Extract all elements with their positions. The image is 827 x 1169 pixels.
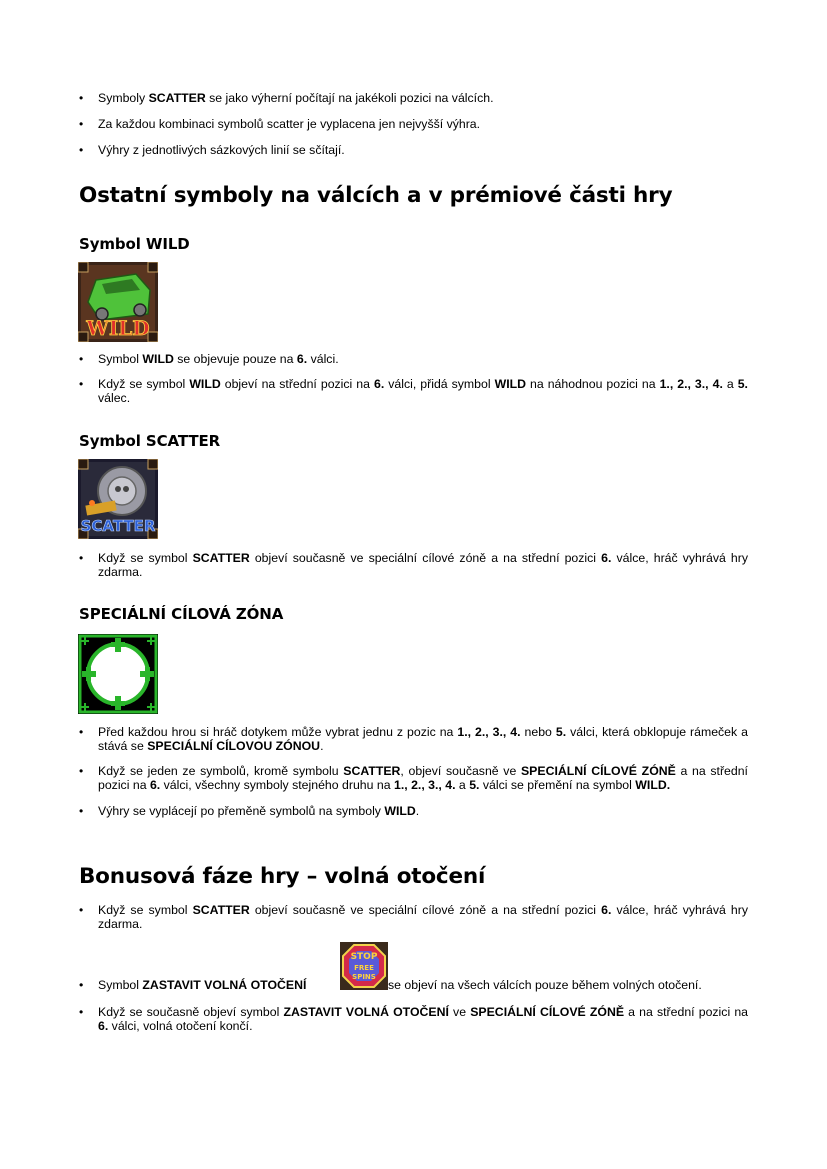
scatter-symbol-label: SCATTER xyxy=(80,517,156,535)
intro-list xyxy=(98,91,758,157)
list-item: • Výhry z jednotlivých sázkových linií se sčítají. xyxy=(98,143,758,157)
list-item: • Když se symbol WILD objeví na střední pozici na 6. válci, přidá symbol WILD na náhodnou pozici na 1., 2., 3., 4. a 5. válec. xyxy=(98,377,748,405)
target-zone-list xyxy=(98,725,748,818)
heading-symbol-wild: Symbol WILD xyxy=(79,235,190,253)
heading-symbol-scatter: Symbol SCATTER xyxy=(79,432,221,450)
list-item: • Když se symbol SCATTER objeví současně ve speciální cílové zóně a na střední pozici 6. válce, hráč vyhrává hry zdarma. xyxy=(98,903,748,931)
list-item: • Symbol WILD se objevuje pouze na 6. válci. xyxy=(98,352,748,366)
list-item: • Když se současně objeví symbol ZASTAVIT VOLNÁ OTOČENÍ ve SPECIÁLNÍ CÍLOVÉ ZÓNĚ a na střední pozici na 6. válci, volná otočení končí. xyxy=(98,1005,748,1033)
bonus-list xyxy=(98,903,748,931)
document-page: • Symboly SCATTER se jako výherní počítají na jakékoli pozici na válcích. • Za každou kombinaci symbolů scatter je vyplacena jen nejvyšší výhra. • Výhry z jednotlivých sázkových linií se sčítají. Ostatní symboly na válcích a v prémiové části hry Symbol WILD WILD • Symbol WILD se objevuje pouze na 6. válci. • Když se symbol WILD objeví na střední pozici na 6. válci, přidá symbol WILD na náhodnou pozici na 1., 2., 3., 4. a 5. válec. Symbol SCATTER SCATTER • Když se symbol SCATTER objeví současně ve speciální cílové zóně a na střední pozici 6. válce, hráč vyhrává hry zdarma. SPECIÁLNÍ CÍLOVÁ ZÓNA • Před každou hrou si hráč dotykem může vybrat jednu z pozic na 1., 2., 3., 4. nebo 5. válci, která obklopuje rámeček a stává se SPECIÁLNÍ CÍLOVOU ZÓNOU. • Když se jeden ze symbolů, kromě symbolu SCATTER, objeví současně ve SPECIÁLNÍ CÍLOVÉ ZÓNĚ a na střední pozici na 6. válci, všechny symboly stejného druhu na 1., 2., 3., 4. a 5. válci se přemění na symbol WILD. • Výhry se vyplácejí po přeměně symbolů na symboly WILD. Bonusová fáze hry – volná otočení • Když se symbol SCATTER objeví současně ve speciální cílové zóně a na střední pozici 6. válce, hráč vyhrává hry zdarma. • Symbol ZASTAVIT VOLNÁ OTOČENÍ STOP FREE SPINS se objeví na všech válcích pouze během volných otočení. • Když se současně objeví symbol ZASTAVIT VOLNÁ OTOČENÍ ve SPECIÁLNÍ CÍLOVÉ ZÓNĚ a na střední pozici na 6. válci, volná otočení končí. xyxy=(0,0,827,1169)
scatter-list xyxy=(98,551,748,579)
stop-icon-line-2: FREE xyxy=(354,964,374,972)
scatter-symbol-image xyxy=(78,459,158,539)
list-item: • Za každou kombinaci symbolů scatter je vyplacena jen nejvyšší výhra. xyxy=(98,117,758,131)
section-heading-other-symbols: Ostatní symboly na válcích a v prémiové části hry xyxy=(79,183,673,208)
wild-symbol-label: WILD xyxy=(86,316,150,340)
stop-icon-line-3: SPINS xyxy=(352,973,376,981)
list-item: • Když se jeden ze symbolů, kromě symbolu SCATTER, objeví současně ve SPECIÁLNÍ CÍLOVÉ ZÓNĚ a na střední pozici na 6. válci, všechny symboly stejného druhu na 1., 2., 3., 4. a 5. válci se přemění na symbol WILD. xyxy=(98,764,748,792)
bonus-list-end xyxy=(98,1005,748,1033)
heading-target-zone: SPECIÁLNÍ CÍLOVÁ ZÓNA xyxy=(79,605,284,623)
stop-icon-line-1: STOP xyxy=(350,952,378,962)
wild-symbol-image xyxy=(78,262,158,342)
list-item: • Výhry se vyplácejí po přeměně symbolů na symboly WILD. xyxy=(98,804,748,818)
section-heading-bonus: Bonusová fáze hry – volná otočení xyxy=(79,864,486,889)
list-item: • Symboly SCATTER se jako výherní počítají na jakékoli pozici na válcích. xyxy=(98,91,758,105)
target-zone-image xyxy=(78,634,158,714)
wild-list xyxy=(98,352,748,405)
list-item: • Když se symbol SCATTER objeví současně ve speciální cílové zóně a na střední pozici 6. válce, hráč vyhrává hry zdarma. xyxy=(98,551,748,579)
list-item: • Před každou hrou si hráč dotykem může vybrat jednu z pozic na 1., 2., 3., 4. nebo 5. válci, která obklopuje rámeček a stává se SPECIÁLNÍ CÍLOVOU ZÓNOU. xyxy=(98,725,748,753)
stop-free-spins-icon xyxy=(340,942,388,990)
